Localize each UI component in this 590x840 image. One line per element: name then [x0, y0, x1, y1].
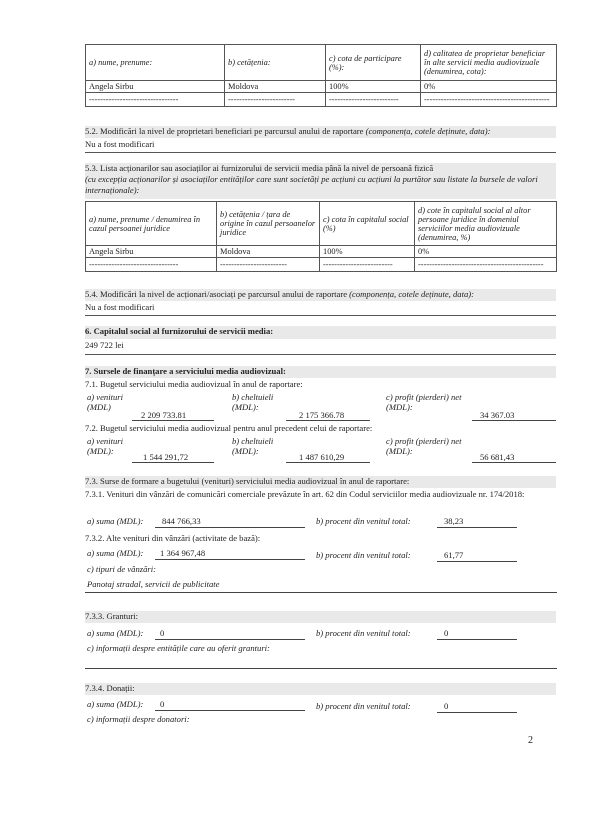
venituri-label — [87, 392, 123, 412]
s731-procent-underline — [437, 527, 517, 528]
s732-suma-value: 1 364 967,48 — [160, 548, 206, 558]
tipuri-underline — [85, 592, 557, 593]
s734-suma-label: a) suma (MDL): — [87, 699, 144, 709]
profit-prev-label-line1: c) profit (pierderi) net — [386, 436, 462, 446]
section-6-value: 249 722 lei — [85, 340, 556, 355]
s731-suma-value: 844 766,33 — [162, 516, 201, 526]
section-5-4-title-italic: (componența, cotele deținute, data): — [349, 289, 474, 299]
section-7-3-3-title: 7.3.3. Granturi: — [85, 611, 556, 623]
cell-dash: -------------------------------- — [86, 258, 217, 272]
s731-suma-underline — [155, 527, 305, 528]
section-5-2-title: 5.2. Modificări la nivel de proprietari beneficiari pe parcursul anului de raportare — [85, 126, 364, 136]
venituri-prev-label-line2: (MDL): — [87, 446, 114, 456]
table-row — [86, 246, 557, 258]
section-7-3-4-title: 7.3.4. Donații: — [85, 683, 556, 695]
cell-dash: ------------------------- — [326, 93, 421, 107]
beneficial-owners-table — [85, 44, 557, 107]
col-header-name: a) nume, prenume: — [86, 45, 225, 81]
tipuri-label: c) tipuri de vânzări: — [87, 564, 156, 574]
s733-info-label: c) informații despre entitățile care au oferit granturi: — [87, 643, 270, 653]
cheltuieli-label — [232, 392, 273, 412]
cell-dash: ------------------------ — [225, 93, 326, 107]
s733-suma-value: 0 — [160, 628, 165, 638]
col-header-other-shares: d) cote în capitalul social al altor persoane juridice în domeniul serviciilor media audiovizuale (denumirea, %) — [415, 202, 557, 246]
cell-share: 100% — [326, 81, 421, 93]
cheltuieli-prev-label-line1: b) cheltuieli — [232, 436, 274, 446]
venituri-prev-label — [87, 436, 123, 456]
col-header-name: a) nume, prenume / denumirea în cazul persoanei juridice — [86, 202, 217, 246]
section-5-2-value: Nu a fost modificari — [85, 139, 556, 153]
s734-info-label: c) informații despre donatori: — [87, 714, 190, 724]
s732-suma-label: a) suma (MDL): — [87, 548, 144, 558]
section-7-1-title: 7.1. Bugetul serviciului media audiovizual în anul de raportare: — [85, 379, 303, 389]
s733-procent-underline — [437, 639, 517, 640]
s731-procent-label: b) procent din venitul total: — [316, 516, 411, 526]
venituri-label-line1: a) venituri — [87, 392, 124, 402]
s733-suma-underline — [155, 639, 305, 640]
profit-label-line1: c) profit (pierderi) net — [386, 392, 462, 402]
section-7-3-title: 7.3. Surse de formare a bugetului (venituri) serviciului media audiovizual în anul de raportare: — [85, 476, 556, 488]
section-7-3-2-title: 7.3.2. Alte venituri din vânzări (activitate de bază): — [85, 533, 261, 543]
profit-label — [386, 392, 462, 412]
col-header-citizenship: b) cetățenia: — [225, 45, 326, 81]
venituri-prev-value: 1 544 291,72 — [143, 452, 189, 462]
cheltuieli-label-line1: b) cheltuieli — [232, 392, 274, 402]
cheltuieli-prev-label-line2: (MDL): — [232, 446, 259, 456]
col-header-other-services: d) calitatea de proprietar beneficiar în alte servicii media audiovizuale (denumirea, cota): — [421, 45, 557, 81]
section-5-3-header — [85, 163, 556, 199]
cheltuieli-prev-label — [232, 436, 273, 456]
shareholders-table — [85, 201, 557, 272]
cheltuieli-underline — [286, 420, 370, 421]
s734-procent-value: 0 — [444, 701, 449, 711]
s734-suma-value: 0 — [160, 699, 165, 709]
cell-name: Angela Sirbu — [86, 81, 225, 93]
s732-suma-underline — [155, 559, 305, 560]
cell-dash: ------------------------ — [217, 258, 320, 272]
table-row — [86, 93, 557, 107]
cell-dash: --------------------------------------------- — [421, 93, 557, 107]
section-7-3-1-title: 7.3.1. Venituri din vânzări de comunicări comerciale prevăzute în art. 62 din Codul serviciilor media audiovizuale nr. 174/2018: — [85, 489, 525, 499]
profit-underline — [472, 420, 556, 421]
section-5-3-subtitle: (cu excepția acționarilor și asociaților entităților care sunt societăți pe acțiuni cu acțiuni la purtător sau listate la bursele de valori internaționale): — [85, 174, 538, 195]
section-7-title: 7. Sursele de finanțare a serviciului media audiovizual: — [85, 366, 556, 378]
venituri-prev-label-line1: a) venituri — [87, 436, 124, 446]
section-7-2-title: 7.2. Bugetul serviciului media audiovizual pentru anul precedent celui de raportare: — [85, 423, 373, 433]
profit-prev-underline — [472, 462, 556, 463]
cheltuieli-prev-underline — [286, 462, 370, 463]
venituri-label-line2: (MDL) — [87, 402, 111, 412]
profit-prev-value: 56 681,43 — [480, 452, 515, 462]
section-6-title: 6. Capitalul social al furnizorului de servicii media: — [85, 326, 556, 339]
profit-prev-label — [386, 436, 462, 456]
table-row — [86, 258, 557, 272]
s734-procent-underline — [437, 712, 517, 713]
venituri-value: 2 209 733.81 — [141, 410, 187, 420]
col-header-country: b) cetățenia / țara de origine în cazul persoanelor juridice — [217, 202, 320, 246]
page-number: 2 — [528, 735, 533, 746]
s733-suma-label: a) suma (MDL): — [87, 628, 144, 638]
cheltuieli-label-line2: (MDL): — [232, 402, 259, 412]
s734-procent-label: b) procent din venitul total: — [316, 701, 411, 711]
section-5-2-header — [85, 126, 556, 138]
cheltuieli-value: 2 175 366.78 — [299, 410, 345, 420]
s732-procent-value: 61,77 — [444, 550, 464, 560]
cell-dash: --------------------------------------------- — [415, 258, 557, 272]
cheltuieli-prev-value: 1 487 610,29 — [299, 452, 345, 462]
s733-info-underline — [85, 668, 557, 669]
cell-citizenship: Moldova — [225, 81, 326, 93]
section-5-4-value: Nu a fost modificari — [85, 302, 556, 316]
section-5-4-header — [85, 289, 556, 301]
s731-suma-label: a) suma (MDL): — [87, 516, 144, 526]
venituri-prev-underline — [132, 462, 214, 463]
cell-other: 0% — [415, 246, 557, 258]
s733-procent-value: 0 — [444, 628, 449, 638]
section-5-2-title-italic: (componența, cotele deținute, data): — [365, 126, 491, 136]
cell-dash: -------------------------------- — [86, 93, 225, 107]
venituri-underline — [132, 420, 214, 421]
profit-prev-label-line2: (MDL): — [386, 446, 413, 456]
tipuri-value: Panotaj stradal, servicii de publicitate — [87, 579, 220, 589]
cell-country: Moldova — [217, 246, 320, 258]
cell-share: 100% — [320, 246, 415, 258]
col-header-capital-share: c) cota în capitalul social (%) — [320, 202, 415, 246]
section-5-3-title: 5.3. Lista acționarilor sau asociaților ai furnizorului de servicii media până la nivel de persoană fizică — [85, 163, 434, 173]
s732-procent-underline — [437, 561, 517, 562]
col-header-share: c) cota de participare (%): — [326, 45, 421, 81]
cell-dash: ------------------------- — [320, 258, 415, 272]
cell-name: Angela Sirbu — [86, 246, 217, 258]
profit-value: 34 367.03 — [480, 410, 515, 420]
s734-suma-underline — [155, 710, 305, 711]
s732-procent-label: b) procent din venitul total: — [316, 550, 411, 560]
s733-procent-label: b) procent din venitul total: — [316, 628, 411, 638]
s731-procent-value: 38,23 — [444, 516, 464, 526]
section-5-4-title: 5.4. Modificări la nivel de acționari/asociați pe parcursul anului de raportare — [85, 289, 348, 299]
cell-other: 0% — [421, 81, 557, 93]
profit-label-line2: (MDL): — [386, 402, 413, 412]
table-row — [86, 81, 557, 93]
